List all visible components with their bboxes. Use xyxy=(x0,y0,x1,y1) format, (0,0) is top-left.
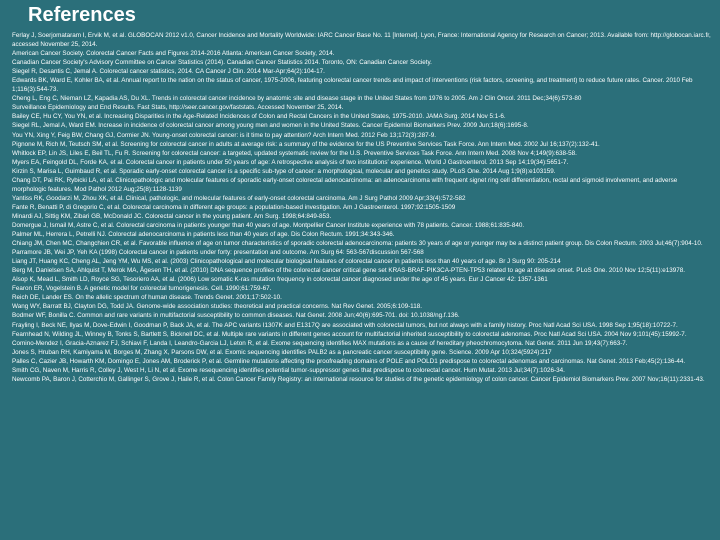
reference-item: Yantiss RK, Goodarzi M, Zhou XK, et al. Clinical, pathologic, and molecular features of early-onset colorectal carcinoma. Am J Surg Pathol 2009 Apr;33(4):572-582 xyxy=(12,194,466,202)
reference-item: Alsop K, Mead L, Smith LD, Royce SG, Tesoriero AA, et al. (2006) Low somatic K-ras mutation frequency in colorectal cancer diagnosed under the age of 45 years. Eur J Cancer 42: 1357-1361 xyxy=(12,276,548,284)
reference-item: Ferlay J, Soerjomataram I, Ervik M, et al. GLOBOCAN 2012 v1.0, Cancer Incidence and Mortality Worldwide: IARC Cancer Base No. 11 [Internet]. Lyon, France: International Agency for Research on Cancer; 2013. Available from: http://globocan.iarc.fr, accessed November 25, 2014. xyxy=(12,32,711,49)
reference-item: Newcomb PA, Baron J, Cotterchio M, Gallinger S, Grove J, Haile R, et al. Colon Cancer Family Registry: an international resource for studies of the genetic epidemiology of colon cancer. Cancer Epidemiol Biomarkers Prev. 2007 Nov;16(11):2331-43. xyxy=(12,375,705,383)
reference-item: Fearon ER, Vogelstein B. A genetic model for colorectal tumorigenesis. Cell. 1990;61:759-67. xyxy=(12,285,272,293)
reference-item: Domergue J, Ismail M, Astre C, et al. Colorectal carcinoma in patients younger than 40 years of age. Montpellier Cancer Institute experience with 78 patients. Cancer. 1988;61:835-840. xyxy=(12,221,525,229)
reference-item: Cheng L, Eng C, Nieman LZ, Kapadia AS, Du XL. Trends in colorectal cancer incidence by anatomic site and disease stage in the United States from 1976 to 2005. Am J Clin Oncol. 2011 Dec;34(6):573-80 xyxy=(12,95,582,103)
reference-item: Fante R, Benatti P, di Gregorio C, et al. Colorectal carcinoma in different age groups: a population-based investigation. Am J Gastroenterol. 1997;92:1505-1509 xyxy=(12,203,456,211)
reference-item: Edwards BK, Ward E, Kohler BA, et al. Annual report to the nation on the status of cancer, 1975-2006, featuring colorectal cancer trends and impact of interventions (risk factors, screening, and treatment) to reduce future rates. Cancer. 2010 Feb 1;116(3):544-73. xyxy=(12,77,693,94)
reference-item: Wang WY, Barratt BJ, Clayton DG, Todd JA. Genome-wide association studies: theoretical and practical concerns. Nat Rev Genet. 2005;6:109-118. xyxy=(12,303,422,311)
reference-item: Palles C, Cazier JB, Howarth KM, Domingo E, Jones AM, Broderick P, et al. Germline mutations affecting the proofreading domains of POLE and POLD1 predispose to colorectal adenomas and carcinomas. Nat Genet. 2013 Feb;45(2):136-44. xyxy=(12,357,686,365)
reference-item: Bailey CE, Hu CY, You YN, et al. Increasing Disparities in the Age-Related Incidences of Colon and Rectal Cancers in the United States, 1975-2010. JAMA Surg. 2014 Nov 5:1-6. xyxy=(12,113,506,121)
reference-item: Chiang JM, Chen MC, Changchien CR, et al. Favorable influence of age on tumor characteristics of sporadic colorectal adenocarcinoma: patients 30 years of age or younger may be a distinct patient group. Dis Colon Rectum. 2003 Jul;46(7):904-10. xyxy=(12,240,703,248)
reference-item: Comino-Mendez I, Gracia-Aznarez FJ, Schiavi F, Landa I, Leandro-Garcia LJ, Leton R, et al. Exome sequencing identifies MAX mutations as a cause of hereditary pheochromocytoma. Nat Genet. 2011 Jun 19;43(7):663-7. xyxy=(12,339,628,347)
reference-item: You YN, Xing Y, Feig BW, Chang GJ, Cormier JN. Young-onset colorectal cancer: is it time to pay attention? Arch Intern Med. 2012 Feb 13;172(3):287-9. xyxy=(12,131,436,139)
reference-item: Kirzin S, Marisa L, Guimbaud R, et al. Sporadic early-onset colorectal cancer is a specific sub-type of cancer: a morphological, molecular and genetics study. PLoS One. 2014 Aug 1;9(8):e103159. xyxy=(12,167,556,175)
reference-item: Siegel RL, Jemal A, Ward EM. Increase in incidence of colorectal cancer among young men and women in the United States. Cancer Epidemiol Biomarkers Prev. 2009 Jun;18(6):1695-8. xyxy=(12,122,529,130)
reference-item: Berg M, Danielsen SA, Ahlquist T, Merok MA, Ågesen TH, et al. (2010) DNA sequence profiles of the colorectal cancer critical gene set KRAS-BRAF-PIK3CA-PTEN-TP53 related to age at disease onset. PLoS One. 2010 Nov 12;5(11):e13978. xyxy=(12,267,686,275)
reference-item: Jones S, Hruban RH, Kamiyama M, Borges M, Zhang X, Parsons DW, et al. Exomic sequencing identifies PALB2 as a pancreatic cancer susceptibility gene. Science. 2009 Apr 10;324(5924):217 xyxy=(12,348,552,356)
reference-item: Canadian Cancer Society's Advisory Committee on Cancer Statistics (2014). Canadian Cancer Statistics 2014. Toronto, ON: Canadian Cancer Society. xyxy=(12,59,432,67)
reference-item: Fearnhead N, Wilding JL, Winney B, Tonks S, Bartlett S, Bicknell DC, et al. Multiple rare variants in different genes account for multifactorial inherited susceptibility to colorectal adenomas. Proc Natl Acad Sci USA. 2004 Nov 9;101(45):15992-7. xyxy=(12,330,687,338)
reference-item: Pignone M, Rich M, Teutsch SM, et al. Screening for colorectal cancer in adults at average risk: a summary of the evidence for the US Preventive Services Task Force. Ann Intern Med. 2002 Jul 16;137(2):132-41. xyxy=(12,140,600,148)
reference-item: Bodmer WF, Bonilla C. Common and rare variants in multifactorial susceptibility to common diseases. Nat Genet. 2008 Jun;40(6):695-701. doi: 10.1038/ng.f.136. xyxy=(12,312,460,320)
reference-item: Smith CG, Naven M, Harris R, Colley J, West H, Li N, et al. Exome resequencing identifies potential tumor-suppressor genes that predispose to colorectal cancer. Hum Mutat. 2013 Jul;34(7):1026-34. xyxy=(12,366,565,374)
reference-item: American Cancer Society. Colorectal Cancer Facts and Figures 2014-2016 Atlanta: American Cancer Society, 2014. xyxy=(12,50,335,58)
reference-list xyxy=(12,31,712,384)
reference-item: Minardi AJ, Sittig KM, Zibari GB, McDonald JC. Colorectal cancer in the young patient. Am Surg. 1998;64:849-853. xyxy=(12,212,332,220)
reference-item: Surveillance Epidemiology and End Results. Fast Stats, http://seer.cancer.gov/faststats. Accessed November 25, 2014. xyxy=(12,104,344,112)
reference-item: Chang DT, Pai RK, Rybicki LA, et al. Clinicopathologic and molecular features of sporadic early-onset colorectal adenocarcinoma: an adenocarcinoma with frequent signet ring cell differentiation, rectal and sigmoid involvement, and adverse morphologic features. Mod Pathol 2012 Aug;25(8):1128-1139 xyxy=(12,176,678,193)
reference-item: Siegel R, Desantis C, Jemal A. Colorectal cancer statistics, 2014. CA Cancer J Clin. 2014 Mar-Apr;64(2):104-17. xyxy=(12,68,325,76)
slide-title: References xyxy=(28,4,136,26)
reference-item: Frayling I, Beck NE, Ilyas M, Dove-Edwin I, Goodman P, Back JA, et al. The APC variants I1307K and E1317Q are associated with colorectal tumors, but not always with a family history. Proc Natl Acad Sci USA. 1998 Sep 1;95(18):10722-7. xyxy=(12,321,678,329)
reference-item: Whitlock EP, Lin JS, Liles E, Beil TL, Fu R. Screening for colorectal cancer: a targeted, updated systematic review for the U.S. Preventive Services Task Force. Ann Intern Med. 2008 Nov 4;149(9):638-58. xyxy=(12,149,577,157)
reference-item: Myers EA, Feingold DL, Forde KA, et al. Colorectal cancer in patients under 50 years of age: A retrospective analysis of two institutions' experience. World J Gastroenterol. 2013 Sep 14;19(34):5651-7. xyxy=(12,158,569,166)
reference-item: Liang JT, Huang KC, Cheng AL, Jeng YM, Wu MS, et al. (2003) Clinicopathological and molecular biological features of colorectal cancer in patients less than 40 years of age. Br J Surg 90: 205-214 xyxy=(12,258,561,266)
reference-item: Reich DE, Lander ES. On the allelic spectrum of human disease. Trends Genet. 2001;17:502-10. xyxy=(12,294,282,302)
reference-item: Palmer ML, Herrera L, Petrelli NJ. Colorectal adenocarcinoma in patients less than 40 years of age. Dis Colon Rectum. 1991;34:343-346. xyxy=(12,231,395,239)
reference-item: Parramore JB, Wei JP, Yeh KA (1998) Colorectal cancer in patients under forty: presentation and outcome. Am Surg 64: 563-567discussion 567-568 xyxy=(12,249,424,257)
